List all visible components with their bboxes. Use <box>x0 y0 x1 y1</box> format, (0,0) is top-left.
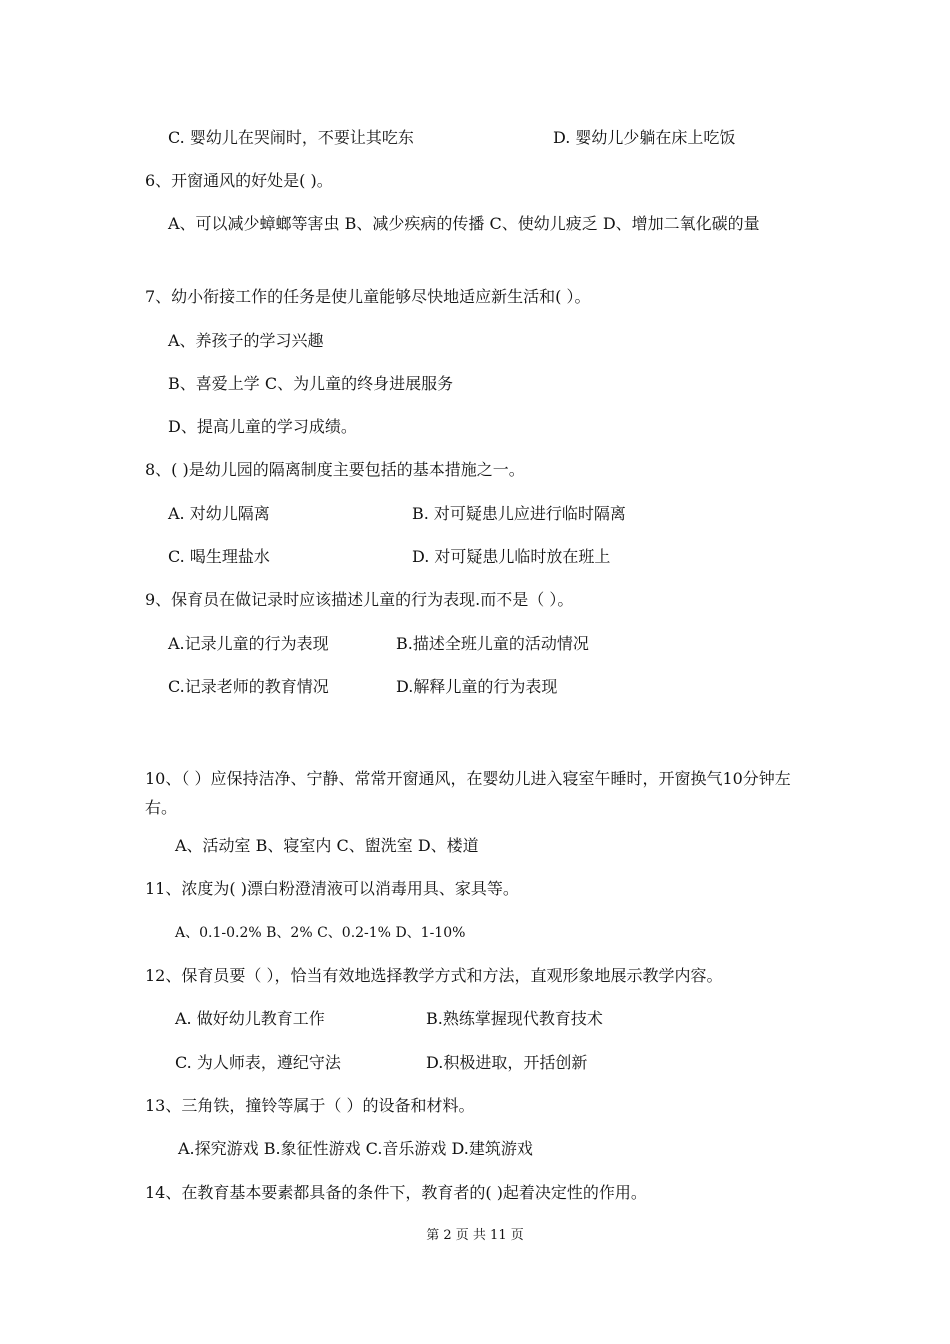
q9-option-a: A.记录儿童的行为表现 <box>168 634 329 653</box>
q8-option-a: A. 对幼儿隔离 <box>168 504 270 523</box>
q12-option-a: A. 做好幼儿教育工作 <box>175 1009 325 1028</box>
q8-option-d: D. 对可疑患儿临时放在班上 <box>412 547 611 566</box>
question-6: 6、开窗通风的好处是( )。 <box>145 171 333 190</box>
q9-option-b: B.描述全班儿童的活动情况 <box>396 634 589 653</box>
q7-option-a: A、养孩子的学习兴趣 <box>168 331 324 350</box>
question-13: 13、三角铁，撞铃等属于（ ）的设备和材料。 <box>145 1096 475 1115</box>
question-9: 9、保育员在做记录时应该描述儿童的行为表现.而不是（ ）。 <box>145 590 574 609</box>
q13-options: A.探究游戏 B.象征性游戏 C.音乐游戏 D.建筑游戏 <box>178 1139 533 1158</box>
q5-option-c: C. 婴幼儿在哭闹时，不要让其吃东 <box>168 128 414 147</box>
q7-option-bc: B、喜爱上学 C、为儿童的终身进展服务 <box>168 374 454 393</box>
q7-option-d: D、提高儿童的学习成绩。 <box>168 417 357 436</box>
q10-options: A、活动室 B、寝室内 C、盥洗室 D、楼道 <box>175 836 479 855</box>
q8-option-b: B. 对可疑患儿应进行临时隔离 <box>412 504 626 523</box>
question-14: 14、在教育基本要素都具备的条件下，教育者的( )起着决定性的作用。 <box>145 1183 647 1202</box>
q8-option-c: C. 喝生理盐水 <box>168 547 270 566</box>
q12-option-c: C. 为人师表，遵纪守法 <box>175 1053 341 1072</box>
question-12: 12、保育员要（ ），恰当有效地选择教学方式和方法，直观形象地展示教学内容。 <box>145 966 723 985</box>
q9-option-d: D.解释儿童的行为表现 <box>396 677 558 696</box>
q12-option-d: D.积极进取，开括创新 <box>426 1053 588 1072</box>
question-8: 8、( )是幼儿园的隔离制度主要包括的基本措施之一。 <box>145 460 525 479</box>
q12-option-b: B.熟练掌握现代教育技术 <box>426 1009 603 1028</box>
question-10: 10、（ ）应保持洁净、宁静、常常开窗通风，在婴幼儿进入寝室午睡时，开窗换气10分钟左右。 <box>145 769 791 817</box>
q9-option-c: C.记录老师的教育情况 <box>168 677 329 696</box>
page-footer: 第 2 页 共 11 页 <box>426 1228 524 1243</box>
question-7: 7、幼小衔接工作的任务是使儿童能够尽快地适应新生活和( ）。 <box>145 287 591 306</box>
q6-options: A、可以减少蟑螂等害虫 B、减少疾病的传播 C、使幼儿疲乏 D、增加二氧化碳的量 <box>168 214 760 233</box>
q11-options: A、0.1-0.2% B、2% C、0.2-1% D、1-10% <box>175 925 466 941</box>
question-11: 11、浓度为( )漂白粉澄清液可以消毒用具、家具等。 <box>145 879 519 898</box>
q5-option-d: D. 婴幼儿少躺在床上吃饭 <box>553 128 736 147</box>
